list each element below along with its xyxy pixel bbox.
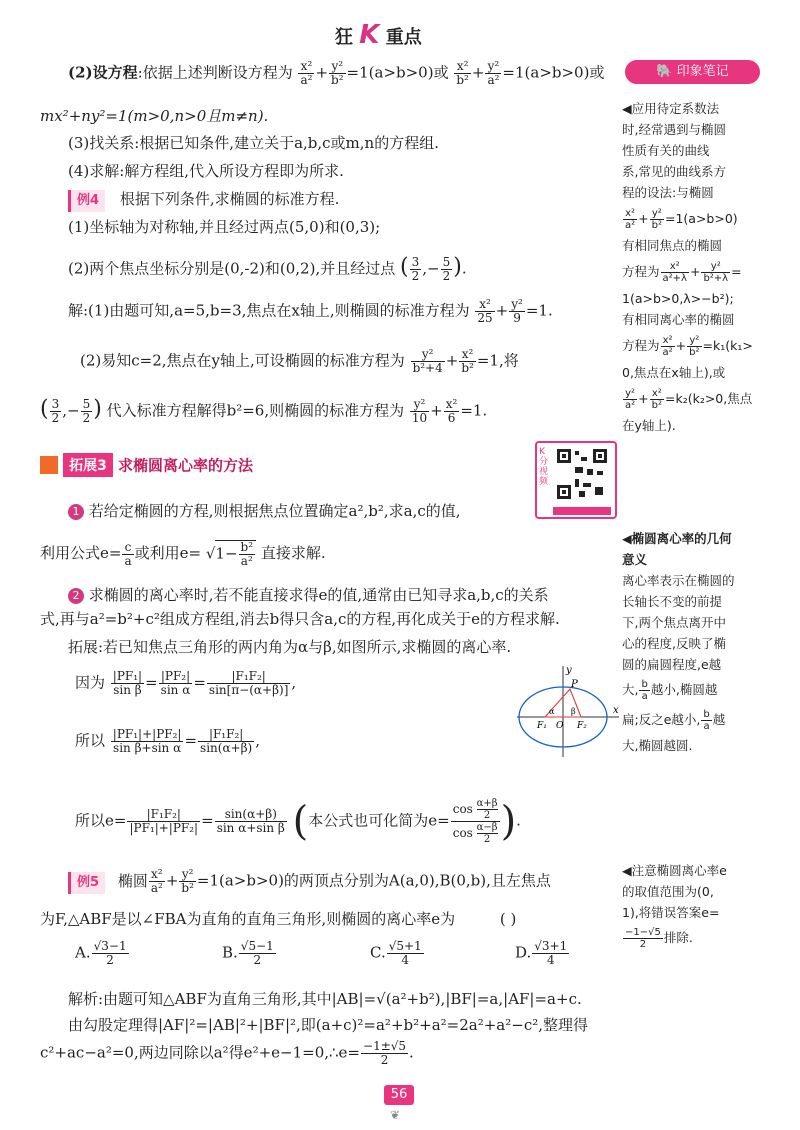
side-note-1: [622, 98, 782, 436]
solution2-line2-text: 代入标准方程解得b²=6,则椭圆的标准方程为: [106, 401, 405, 420]
option-d[interactable]: [515, 940, 570, 967]
solution1-end: =1.: [525, 301, 553, 320]
example5-text-a: 椭圆: [117, 871, 148, 890]
label-o: O: [556, 721, 564, 731]
side-note-2-line: 扁;反之e越小, $\frac{b}{a}$ 越: [622, 709, 726, 732]
step3: (3)找关系:根据已知条件,建立关于a,b,c或m,n的方程组.: [68, 134, 439, 152]
answer-blank: ( ): [499, 910, 517, 928]
analysis-line3-text: c²+ac−a²=0,两边同除以a²得e²+e−1=0,∴e=: [40, 1043, 361, 1062]
analysis-line1: 解析:由题可知△ABF为直角三角形,其中|AB|=√(a²+b²),|BF|=a,|AF|=a+c.: [68, 990, 582, 1008]
side-note-1-eq: $\frac{\text{x²}}{\text{a²}}$ + $\frac{\text{y²}}{\text{b²}}$ =1(a>b>0): [625, 208, 738, 231]
side-note-1-eq2: 方程为 $\frac{\text{x²}}{\text{a²+λ}}$ + $\frac{\text{y²}}{\text{b²+λ}}$ =: [622, 261, 742, 284]
label-y: y: [566, 665, 572, 676]
side-note-1-line: 系,常见的曲线系方: [622, 164, 726, 179]
fraction: $\frac{5}{2}$: [442, 255, 451, 283]
side-note-1-line: 性质有关的曲线: [622, 143, 710, 158]
example5-tag: 例5: [68, 872, 105, 894]
side-note-2-line: 长轴长不变的前提: [622, 594, 723, 609]
option-a[interactable]: [75, 940, 130, 967]
side-note-1-line: 时,经常遇到与椭圆: [622, 122, 726, 137]
solution1: 解:(1)由题可知,a=5,b=3,焦点在x轴上,则椭圆的标准方程为 $\frac{\text{x²}}{25}$ + $\frac{\text{y²}}{9}$ =1.: [68, 297, 553, 325]
step2-line2: mx²+ny²=1(m>0,n>0且m≠n).: [40, 107, 269, 125]
side-note-1-line: 0,焦点在x轴上),或: [622, 365, 726, 380]
analysis-line2: 由勾股定理得|AF|²=|AB|²+|BF|²,即(a+c)²=a²+b²+a²=2a²+a²−c²,整理得: [68, 1016, 588, 1034]
side-note-2-line: 圆的扁圆程度,e越: [622, 657, 722, 672]
fraction: $\frac{\text{|PF₁|}}{\text{sin β}}$: [112, 669, 143, 697]
step2-cond2: =1(a>b>0)或: [502, 63, 605, 82]
formula-so1: 所以 $\frac{\text{|PF₁|+|PF₂|}}{\text{sin β+sin α}}$ = $\frac{\text{|F₁F₂|}}{\sin(\alpha+\beta)}$ ,: [75, 727, 260, 755]
example4-part2-text: (2)两个焦点坐标分别是(0,-2)和(0,2),并且经过点: [68, 259, 396, 278]
fraction: $\frac{\text{|F₁F₂|}}{\text{|PF₁|+|PF₂|}}$: [129, 807, 199, 835]
number-two-icon: 2: [68, 588, 84, 604]
fraction: $\frac{\text{x²}}{\text{b²}}$: [456, 59, 469, 87]
so-word: 所以: [75, 731, 106, 750]
fraction: $\frac{\text{x²}}{25}$: [477, 297, 493, 325]
step2-text: :依据上述判断设方程为: [137, 63, 293, 82]
fraction: $\frac{\text{|F₁F₂|}}{\sin(\alpha+\beta)}$: [200, 727, 253, 755]
step2-cond1: =1(a>b>0)或: [346, 63, 449, 82]
fraction: $\frac{5}{2}$: [82, 397, 91, 425]
fraction: $\frac{3}{2}$: [51, 397, 60, 425]
side-note-2-line: 心的程度,反映了椭: [622, 636, 726, 651]
method1-line2: [40, 540, 326, 568]
label-beta: β: [571, 707, 576, 716]
fraction: $\frac{\text{y²}}{\text{b²}}$: [181, 867, 194, 895]
option-a-label: A.: [75, 943, 91, 962]
qr-code[interactable]: [535, 441, 617, 519]
so-e-word: 所以e=: [75, 811, 127, 830]
step2-line: (2)设方程:依据上述判断设方程为 $\frac{\text{x²}}{\text{a²}}$ + $\frac{\text{y²}}{\text{b²}}$ =1(a>b>0)或 $\frac{\text{x²}}{\text{b²}}$ + $\frac{\text{y²}}{\text{a²}}$ =1(a>b>0)或: [68, 59, 605, 87]
method2-line2: 式,再与a²=b²+c²组成方程组,消去b得只含a,c的方程,再化成关于e的方程求解.: [40, 610, 560, 628]
side-note-1-line: 有相同焦点的椭圆: [622, 238, 723, 253]
side-note-3-line: 的取值范围为(0,: [622, 884, 714, 899]
example4-part2: (2)两个焦点坐标分别是(0,-2)和(0,2),并且经过点 ( $\frac{3}{2}$ ,− $\frac{5}{2}$ ).: [68, 254, 467, 283]
extension-marker: [40, 456, 58, 474]
example4-part1: (1)坐标轴为对称轴,并且经过两点(5,0)和(0,3);: [68, 218, 381, 236]
fraction: $\frac{√3+1}{4}$: [534, 939, 568, 967]
side-note-2: [622, 528, 782, 756]
side-note-2-text: 越: [712, 712, 726, 727]
side-note-3-line: 1),将错误答案e=: [622, 905, 720, 920]
side-note-3-text: 排除.: [663, 930, 693, 945]
solution2-end: =1,将: [476, 351, 519, 370]
step2-label: (2)设方程: [68, 63, 138, 82]
fraction: $\frac{\sin(\alpha+\beta)}{\text{sin α+sin β}}$: [216, 807, 285, 835]
side-note-2-line: 下,两个焦点离开中: [622, 615, 726, 630]
fraction: $\frac{3}{2}$: [411, 255, 420, 283]
example5-text-c: 为F,△ABF是以∠FBA为直角的直角三角形,则椭圆的离心率e为: [40, 910, 456, 928]
solution2-line2: ( $\frac{3}{2}$ ,− $\frac{5}{2}$ ) 代入标准方程解得b²=6,则椭圆的标准方程为 $\frac{\text{y²}}{10}$ + $\frac{\text{x²}}{6}$ =1.: [40, 396, 488, 425]
side-note-1-eq3: 方程为 $\frac{\text{x²}}{\text{a²}}$ + $\frac{\text{y²}}{\text{b²}}$ =k₁(k₁>: [622, 335, 753, 358]
sqrt-expression: √1− $\frac{\text{b²}}{\text{a²}}$: [206, 540, 256, 568]
fraction: $\frac{-1\pm√5}{2}$: [363, 1039, 407, 1067]
side-note-2-text: 越小,椭圆越: [650, 682, 718, 697]
method1: [68, 500, 461, 522]
side-note-1-line: 有相同离心率的椭圆: [622, 312, 735, 327]
side-note-2-text: 大,: [622, 682, 639, 697]
option-b-label: B.: [222, 943, 238, 962]
extension-heading: [40, 453, 253, 477]
method2-text: 求椭圆的离心率时,若不能直接求得e的值,通常由已知寻求a,b,c的关系: [88, 586, 549, 604]
side-note-1-eq3-end: =k₁(k₁>: [702, 338, 753, 353]
formula-because: 因为 $\frac{\text{|PF₁|}}{\text{sin β}}$ = $\frac{\text{|PF₂|}}{\text{sin α}}$ = $\frac{\text{|F₁F₂|}}{\sin[\pi-(\alpha+\beta)]}$ ,: [75, 669, 297, 697]
example5-line2: [40, 908, 516, 930]
example4-question: 根据下列条件,求椭圆的标准方程.: [119, 190, 340, 208]
fraction: $\frac{\text{x²}}{6}$: [445, 397, 458, 425]
fraction: cos $\frac{\alpha+\beta}{2}$ cos $\frac{\alpha-\beta}{2}$: [452, 798, 498, 845]
fraction: $\frac{\text{x²}}{\text{a²}}$: [300, 59, 313, 87]
fraction: $\frac{\text{y²}}{\text{a²}}$: [487, 59, 500, 87]
solution2-text: (2)易知c=2,焦点在y轴上,可设椭圆的标准方程为: [80, 351, 405, 370]
example4-header: [68, 188, 339, 212]
side-note-1-eq2-text: 方程为: [622, 264, 660, 279]
option-c[interactable]: [370, 940, 425, 967]
fraction: $\frac{\text{x²}}{\text{b²}}$: [461, 347, 474, 375]
side-note-3-line: $\frac{-1-√5}{2}$ 排除.: [625, 927, 693, 950]
notes-badge-label: 印象笔记: [676, 64, 729, 79]
ellipse-diagram: [515, 662, 625, 762]
method1-formula-a: 利用公式e=: [40, 544, 122, 562]
side-note-1-line: 在y轴上).: [622, 418, 676, 433]
side-note-1-eq3-text: 方程为: [622, 338, 660, 353]
header-right: 重点: [385, 27, 422, 48]
fraction: $\frac{√5+1}{4}$: [388, 939, 422, 967]
side-note-3: [622, 860, 782, 953]
qr-footer: [553, 507, 611, 515]
fraction: $\frac{\text{y²}}{9}$: [511, 297, 523, 325]
side-note-2-text: 扁;反之e越小,: [622, 712, 701, 727]
fraction: $\frac{c}{a}$: [124, 539, 132, 568]
example5-text-b: =1(a>b>0)的两顶点分别为A(a,0),B(0,b),且左焦点: [196, 871, 551, 890]
label-p: P: [571, 679, 578, 690]
method1-formula-c: 直接求解.: [260, 544, 326, 562]
solution2-line2-end: =1.: [460, 401, 488, 420]
qr-label: K 分视频: [539, 447, 549, 487]
side-note-2-line: 大, $\frac{b}{a}$ 越小,椭圆越: [622, 679, 718, 702]
extension-title: 求椭圆离心率的方法: [117, 456, 253, 475]
fraction: $\frac{\text{y²}}{10}$: [411, 397, 428, 425]
fraction: $\frac{\text{|F₁F₂|}}{\sin[\pi-(\alpha+\beta)]}$: [208, 669, 289, 697]
side-note-2-line: 离心率表示在椭圆的: [622, 573, 735, 588]
header-left: 狂: [335, 27, 353, 48]
solution1-text: 解:(1)由题可知,a=5,b=3,焦点在x轴上,则椭圆的标准方程为: [68, 301, 470, 320]
because-word: 因为: [75, 673, 106, 692]
example4-tag: 例4: [68, 190, 105, 212]
extension-text: 拓展:若已知焦点三角形的两内角为α与β,如图所示,求椭圆的离心率.: [68, 638, 512, 656]
method1-formula-b: 或利用e=: [134, 544, 202, 562]
side-note-1-line: 1(a>b>0,λ>−b²);: [622, 291, 734, 306]
side-note-1-line: 程的设法:与椭圆: [622, 185, 714, 200]
simplify-text: 本公式也可化简为e=: [308, 811, 450, 830]
side-note-2-line: 大,椭圆越圆.: [622, 738, 693, 753]
page-number: 56: [384, 1085, 414, 1105]
option-d-label: D.: [515, 943, 532, 962]
qr-pattern-icon: [557, 449, 607, 499]
side-note-1-eq-text: =1(a>b>0): [664, 211, 738, 226]
option-b[interactable]: [222, 940, 277, 967]
label-alpha: α: [549, 707, 555, 716]
leaf-icon: ❦: [390, 1108, 401, 1122]
example5-line1: 例5 椭圆 $\frac{\text{x²}}{\text{a²}}$ + $\frac{\text{y²}}{\text{b²}}$ =1(a>b>0)的两顶点分别为A(a,0),B(0,b),且左焦点: [68, 868, 551, 895]
fraction: $\frac{\text{|PF₁|+|PF₂|}}{\text{sin β+sin α}}$: [112, 727, 182, 755]
fraction: $\frac{√3-1}{2}$: [93, 939, 127, 967]
method2: [68, 584, 549, 606]
option-c-label: C.: [370, 943, 386, 962]
fraction: $\frac{\text{x²}}{\text{a²}}$: [150, 867, 163, 895]
label-f2: F₂: [577, 721, 587, 731]
method1-text: 若给定椭圆的方程,则根据焦点位置确定a²,b²,求a,c的值,: [88, 502, 461, 520]
notes-badge: [625, 60, 760, 84]
fraction: $\frac{\text{y²}}{\text{b²+4}}$: [412, 347, 443, 375]
analysis-line3: c²+ac−a²=0,两边同除以a²得e²+e−1=0,∴e= $\frac{-1\pm√5}{2}$ .: [40, 1039, 414, 1067]
side-note-1-eq4-end: =k₂(k₂>0,焦点: [664, 391, 753, 406]
side-note-2-title: ◀椭圆离心率的几何: [622, 531, 732, 546]
header-k-logo: K: [359, 20, 380, 50]
page-header: [335, 20, 465, 50]
side-note-3-line: ◀注意椭圆离心率e: [622, 863, 727, 878]
side-note-1-line: ◀应用待定系数法: [622, 101, 720, 116]
side-note-1-eq4: $\frac{\text{y²}}{\text{a²}}$ + $\frac{\text{x²}}{\text{b²}}$ =k₂(k₂>0,焦点: [625, 388, 753, 411]
fraction: $\frac{\text{|PF₂|}}{\text{sin α}}$: [160, 669, 191, 697]
step4: (4)求解:解方程组,代入所设方程即为所求.: [68, 162, 344, 180]
extension-tag: 拓展3: [63, 453, 113, 477]
side-note-2-title2: 意义: [622, 552, 648, 567]
elephant-icon: 🐘: [656, 64, 673, 79]
solution2: (2)易知c=2,焦点在y轴上,可设椭圆的标准方程为 $\frac{\text{y²}}{\text{b²+4}}$ + $\frac{\text{x²}}{\text{b²}}$ =1,将: [80, 347, 519, 375]
label-f1: F₁: [537, 721, 547, 731]
label-x: x: [613, 705, 619, 716]
formula-so2: 所以e= $\frac{\text{|F₁F₂|}}{\text{|PF₁|+|PF₂|}}$ = $\frac{\sin(\alpha+\beta)}{\text{sin α+sin β}}$ (本公式也可化简为e= cos $\frac{\alpha+\beta}{2}$ cos $\frac{\alpha-\beta}{2}$ ).: [75, 798, 521, 845]
fraction: $\frac{\text{y²}}{\text{b²}}$: [331, 59, 344, 87]
number-one-icon: 1: [68, 504, 84, 520]
fraction: $\frac{√5-1}{2}$: [240, 939, 274, 967]
